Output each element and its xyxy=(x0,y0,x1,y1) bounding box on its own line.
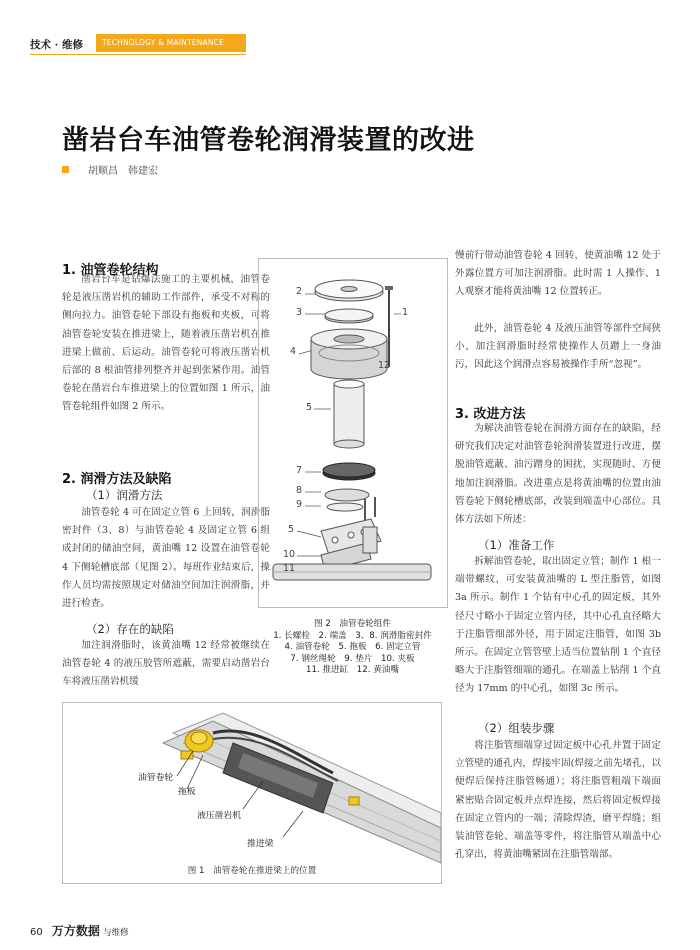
defects-paragraph: 加注润滑脂时，该黄油嘴 12 经常被继续在油管卷轮 4 的液压胶管所遮蔽，需要启动凿岩台车将液压凿岩机缓 xyxy=(62,640,270,688)
fig2-label-10: 10 xyxy=(283,549,296,560)
figure-2-legend-4: 11. 推进缸 12. 黄油嘴 xyxy=(306,665,399,675)
magazine-suffix: 与维修 xyxy=(103,928,129,938)
section-label-english: TECHNOLOGY & MAINTENANCE xyxy=(96,34,246,52)
section-3-paragraph: 为解决油管卷轮在润滑方面存在的缺陷，经研究我们决定对油管卷轮润滑装置进行改进，摆脱油管遮蔽、油污蹭身的困扰，实现随时、方便地加注润滑脂。改进重点是将黄油嘴的位置由油管卷轮下侧轮槽底部，改装到端盖中心部位。具体方法如下所述： xyxy=(455,423,661,526)
fig1-label-slide-plate: 拖板 xyxy=(178,787,196,797)
figure-2-legend-3: 7. 钢丝绳轮 9. 垫片 10. 夹板 xyxy=(290,653,415,664)
fig2-label-11: 11 xyxy=(283,563,296,574)
subsection-defects: （2）存在的缺陷 xyxy=(86,622,174,636)
page-number: 60 xyxy=(30,927,43,938)
article-authors: 胡顺昌 韩建宏 xyxy=(88,166,158,177)
section-label: 技术 · 维修 xyxy=(30,39,83,51)
figure-1-frame xyxy=(62,702,442,884)
section-3-heading: 3. 改进方法 xyxy=(455,407,526,422)
continued-paragraph: 慢前行带动油管卷轮 4 回转，使黄油嘴 12 处于外露位置方可加注润滑脂。此时需 1 人操作、1 人观察才能将黄油嘴 12 位置转正。 xyxy=(455,250,661,298)
subsection-lubrication-method: （1）润滑方法 xyxy=(86,488,163,502)
fig1-label-feed-beam: 推进梁 xyxy=(247,839,274,849)
subsection-assembly: （2）组装步骤 xyxy=(478,721,555,735)
fig1-label-reel: 油管卷轮 xyxy=(138,773,174,783)
fig2-label-3: 3 xyxy=(296,307,303,318)
figure-2-title: 图 2 油管卷轮组件 xyxy=(314,619,391,629)
fig1-label-drill: 液压凿岩机 xyxy=(197,811,241,821)
fig2-label-4: 4 xyxy=(290,346,297,357)
article-title: 凿岩台车油管卷轮润滑装置的改进 xyxy=(62,125,475,156)
fig2-label-5: 5 xyxy=(306,402,313,413)
figure-1-caption: 图 1 油管卷轮在推进梁上的位置 xyxy=(187,866,317,876)
author-marker xyxy=(62,166,69,173)
fig2-label-1: 1 xyxy=(402,307,409,318)
magazine-name: 万方数据 xyxy=(51,924,100,938)
section-1-paragraph: 凿岩台车是钻爆法施工的主要机械，油管卷轮是液压凿岩机的辅助工作部件，承受不对称的侧向拉力。油管卷轮下部设有拖板和夹板，可将油管卷轮安装在推进梁上，随着液压凿岩机在推进梁上做前、后运动。油管卷轮可将液压凿岩机后部的 8 根油管排列整齐并起到张紧作用。油管卷轮在凿岩台车推进梁上的位置如图 1 所示，油管卷轮组件如图 2 所示。 xyxy=(62,274,270,413)
section-2-heading: 2. 润滑方法及缺陷 xyxy=(62,472,172,487)
header-rule xyxy=(30,54,246,55)
figure-2-legend-1: 1. 长螺栓 2. 端盖 3、8. 润滑脂密封件 xyxy=(273,630,432,641)
fig2-label-2: 2 xyxy=(296,286,303,297)
figure-2-caption xyxy=(250,619,455,677)
subsection-preparation: （1）准备工作 xyxy=(478,538,555,552)
page-footer xyxy=(30,922,129,939)
fig2-label-8: 8 xyxy=(296,485,303,496)
additional-defect-paragraph: 此外，油管卷轮 4 及液压油管等部件空间狭小，加注润滑脂时经常使操作人员蹭上一身油污，因此这个润滑点容易被操作手所“忽视”。 xyxy=(455,323,661,371)
fig2-label-12: 12 xyxy=(378,360,391,371)
fig2-label-5b: 5 xyxy=(288,524,295,535)
preparation-paragraph: 拆解油管卷轮，取出固定立管；制作 1 根一端带螺纹，可安装黄油嘴的 L 型注脂管，如图 3a 所示。制作 1 个钻有中心孔的固定板，其外径尺寸略小于固定立管内径，其中心孔直径略大于注脂管细部外径，用于固定注脂管，如图 3b 所示。在固定立管管壁上适当位置钻削 1 个直径略大于注脂管细端的通孔。在端盖上钻削 1 个直径为 17mm 的中心孔，如图 3c 所示。 xyxy=(455,556,661,695)
feed-beam-illustration xyxy=(63,703,441,883)
lubrication-method-paragraph: 油管卷轮 4 可在固定立管 6 上回转，润滑脂密封件（3、8）与油管卷轮 4 及固定立管 6 组成封闭的储油空间，黄油嘴 12 设置在油管卷轮 4 下侧轮槽底部（见图 2）。每班作业结束后，操作人员均需按照规定对储油空间加注润滑脂，并进行检查。 xyxy=(62,507,270,610)
fig2-label-9: 9 xyxy=(296,499,303,510)
fig2-label-7: 7 xyxy=(296,465,303,476)
figure-2-legend-2: 4. 油管卷轮 5. 拖板 6. 固定立管 xyxy=(284,642,421,652)
section-1-heading: 1. 油管卷轮结构 xyxy=(62,263,159,278)
assembly-paragraph: 将注脂管细端穿过固定板中心孔并置于固定立管壁的通孔内，焊接牢固(焊接之前先堵孔，以便焊后保持注脂管畅通）；将注脂管粗端下端面紧密贴合固定板并点焊连接，然后将固定板焊接在固定立管内的一端；清除焊渣，磨平焊缝；组装油管卷轮、端盖等零件，将注脂管从端盖中心孔穿出，将黄油嘴紧固在注脂管端部。 xyxy=(455,740,661,861)
